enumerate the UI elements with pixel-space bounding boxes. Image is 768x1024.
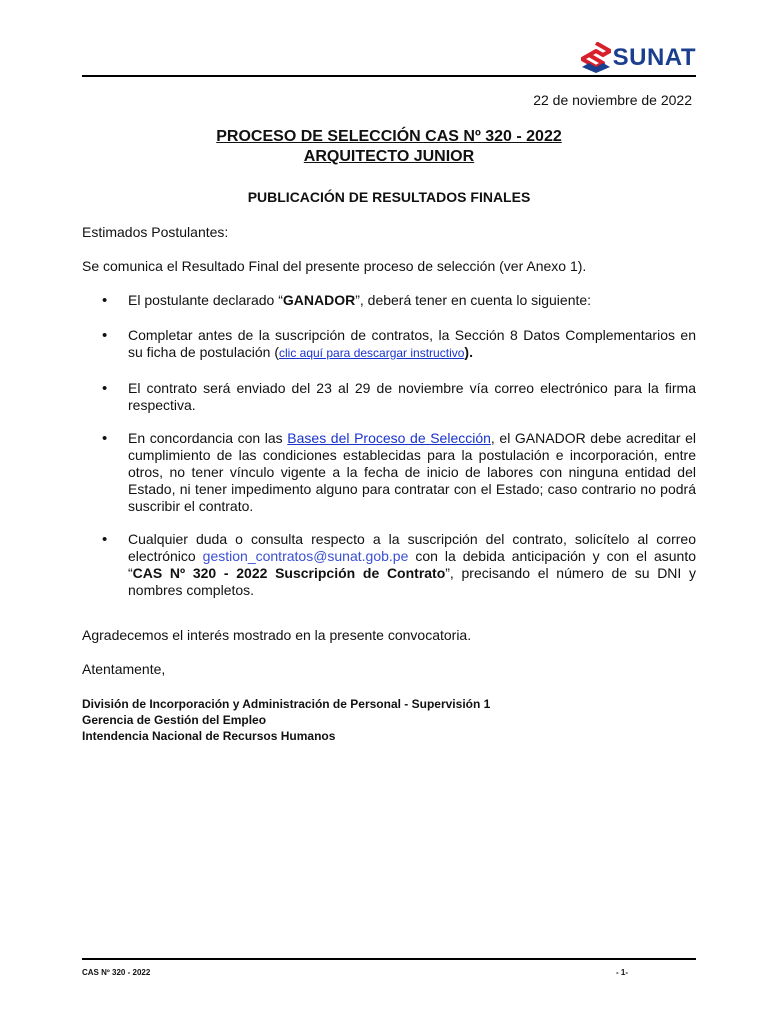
email-link[interactable]: gestion_contratos@sunat.gob.pe	[202, 548, 409, 564]
bullet-list	[82, 292, 696, 599]
thanks-paragraph: Agradecemos el interés mostrado en la presente convocatoria.	[82, 627, 472, 643]
signature-line: División de Incorporación y Administración de Personal - Supervisión 1	[82, 697, 491, 711]
bullet-item: • En concordancia con las Bases del Proceso de Selección, el GANADOR debe acreditar el cumplimiento de las condiciones establecidas para la postulación e incorporación, entre otros, no tener vínculo vigente a la fecha de inicio de labores con ninguna entidad del Estado, ni tener impedimento alguno para contratar con el Estado; caso contrario no podrá suscribir el contrato.	[82, 430, 696, 515]
ganador-label: GANADOR	[282, 292, 356, 308]
header-rule	[82, 75, 696, 77]
footer-rule	[82, 958, 696, 960]
bullet-item: • El postulante declarado “GANADOR”, deberá tener en cuenta lo siguiente:	[82, 292, 696, 309]
closing: Atentamente,	[82, 661, 166, 677]
section-subtitle: PUBLICACIÓN DE RESULTADOS FINALES	[247, 189, 531, 205]
position-title: ARQUITECTO JUNIOR	[303, 148, 475, 165]
signature-line: Gerencia de Gestión del Empleo	[82, 713, 267, 727]
logo-text: SUNAT	[612, 44, 696, 71]
bullet-item: • Completar antes de la suscripción de contratos, la Sección 8 Datos Complementarios en su ficha de postulación (clic aquí para descargar instructivo).	[82, 327, 696, 362]
footer-reference: CAS Nº 320 - 2022	[82, 968, 151, 977]
sunat-logo-icon	[581, 42, 611, 74]
bases-link[interactable]: Bases del Proceso de Selección	[287, 430, 491, 446]
bullet-item: • El contrato será enviado del 23 al 29 de noviembre vía correo electrónico para la firma respectiva.	[82, 380, 696, 414]
document-date: 22 de noviembre de 2022	[533, 92, 692, 108]
title-block	[82, 127, 696, 167]
sunat-logo	[581, 40, 696, 76]
instructivo-link[interactable]: clic aquí para descargar instructivo	[278, 346, 465, 360]
greeting: Estimados Postulantes:	[82, 224, 229, 240]
bullet-item: • Cualquier duda o consulta respecto a la suscripción del contrato, solicítelo al correo electrónico gestion_contratos@sunat.gob.pe con la debida anticipación y con el asunto “CAS Nº 320 - 2022 Suscripción de Contrato”, precisando el número de su DNI y nombres completos.	[82, 531, 696, 599]
signature-block	[82, 696, 490, 744]
process-title: PROCESO DE SELECCIÓN CAS Nº 320 - 2022	[216, 128, 562, 145]
signature-line: Intendencia Nacional de Recursos Humanos	[82, 729, 336, 743]
intro-paragraph: Se comunica el Resultado Final del presente proceso de selección (ver Anexo 1).	[82, 258, 587, 274]
page-number: - 1-	[616, 968, 628, 977]
